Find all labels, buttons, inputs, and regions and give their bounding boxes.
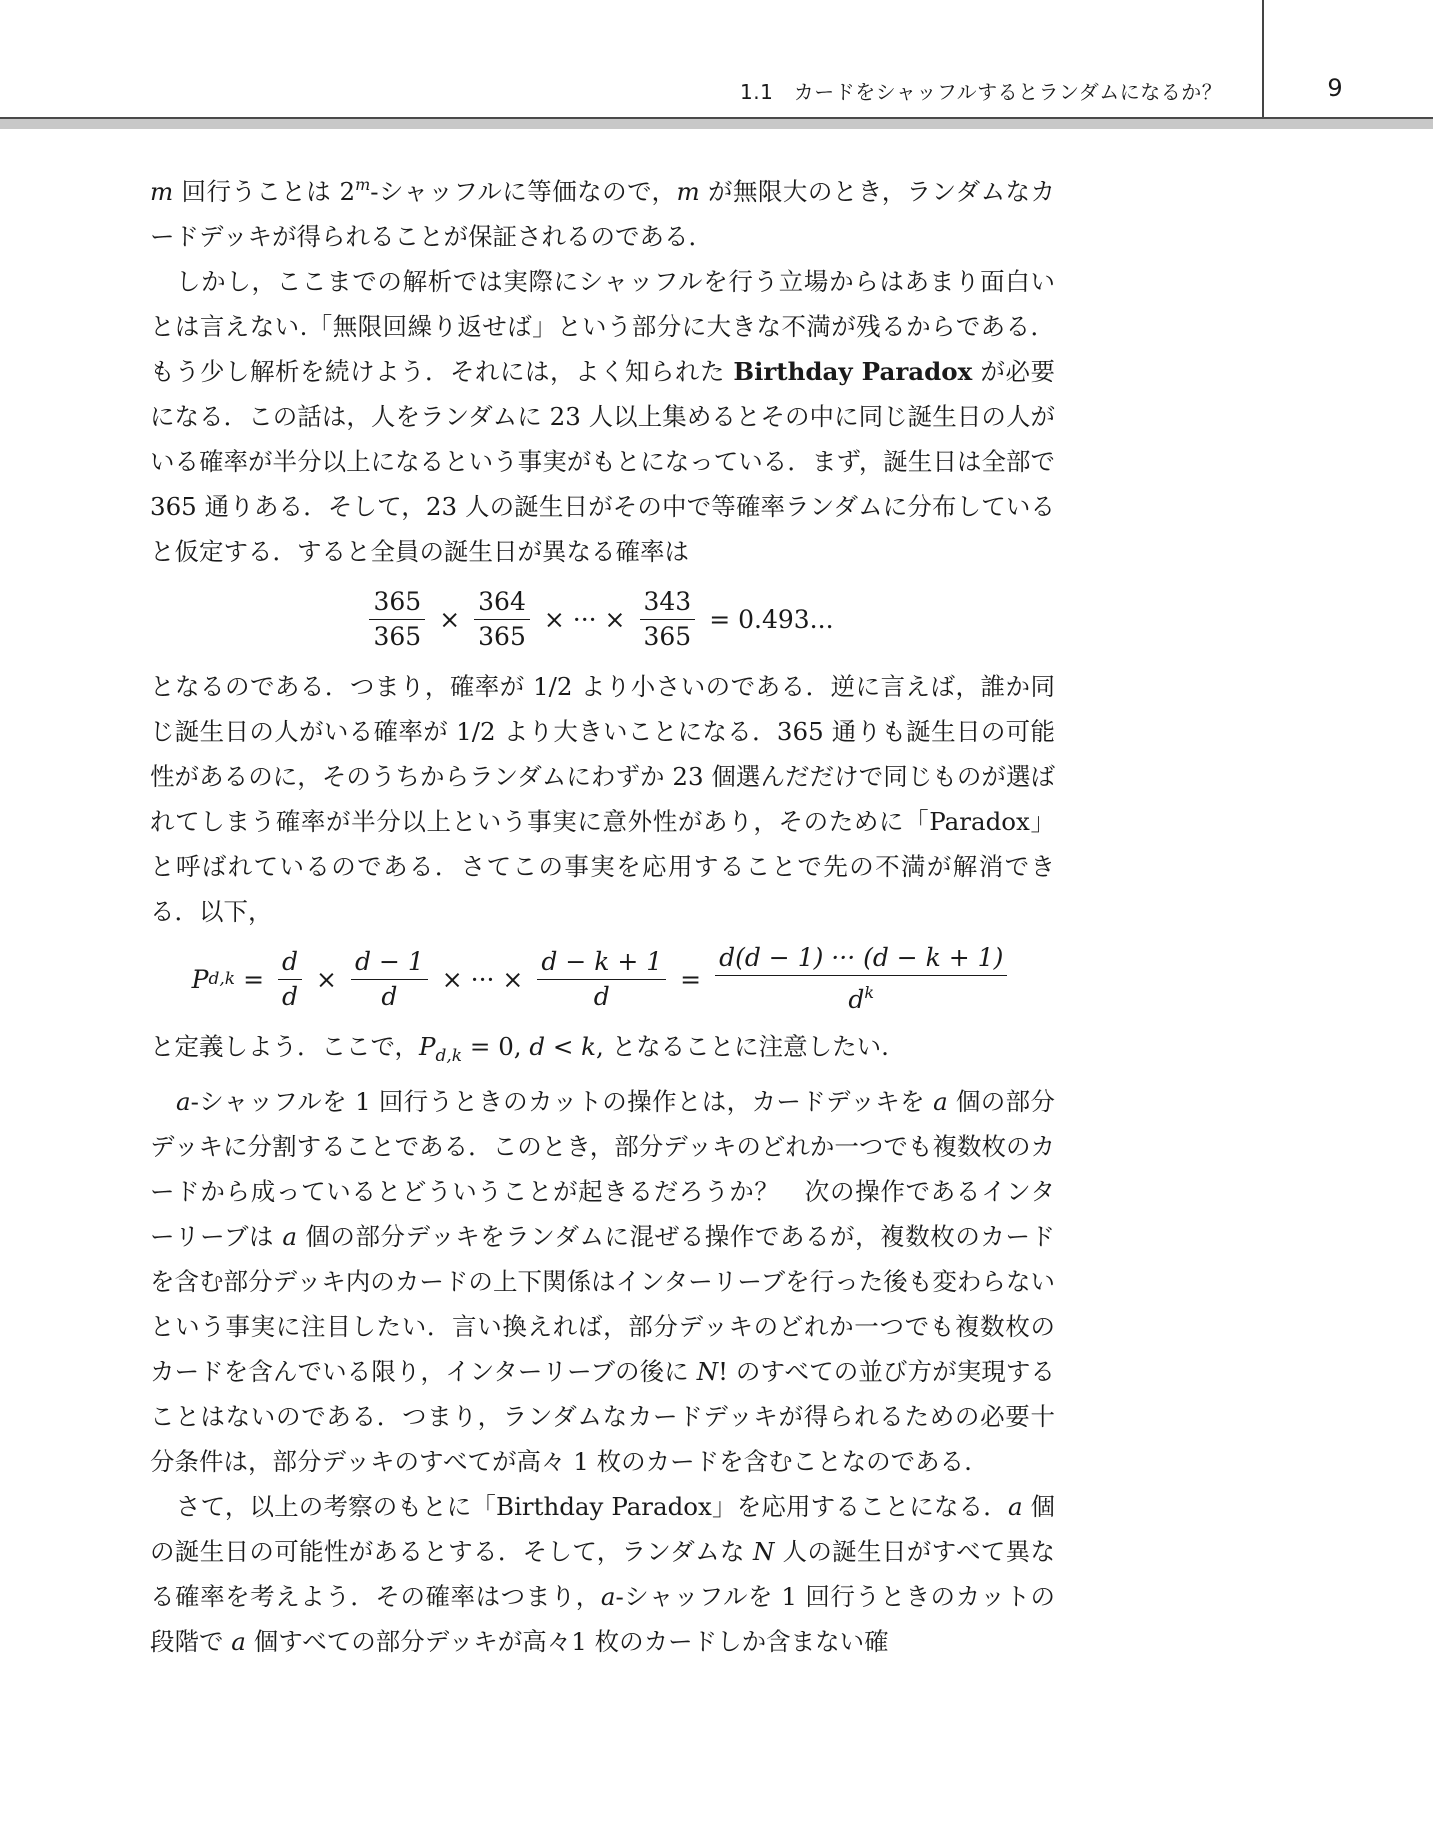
text-run: 個の部分デッキに分割することである．このとき，部分デッキのどれか一つでも複数枚のカードから成っているとどういうことが起きるだろうか？ 次の操作であるインターリーブは	[150, 1087, 1055, 1251]
text-run: 個すべての部分デッキが高々1 枚のカードしか含まない確	[245, 1627, 889, 1656]
operator: × ··· ×	[543, 604, 626, 634]
math-var: N	[752, 1537, 775, 1566]
page-number: 9	[1327, 74, 1343, 102]
math-var: a	[1007, 1492, 1023, 1521]
fraction	[278, 945, 302, 1014]
text-run: が無限大のとき，ランダムなカードデッキが得られることが保証されるのである．	[150, 177, 1055, 251]
math-sup: m	[355, 175, 371, 194]
text-run: -シャッフルを 1 回行うときのカットの段階で	[150, 1582, 1055, 1656]
denominator	[844, 976, 878, 1017]
math-var: m	[150, 177, 174, 206]
fraction	[640, 585, 696, 654]
math-var: a	[600, 1582, 616, 1611]
math-sub: d,k	[435, 1046, 463, 1066]
header-rule	[0, 117, 1433, 129]
operator: =	[243, 964, 265, 994]
denominator: d	[381, 981, 398, 1011]
paragraph-4	[150, 1024, 1055, 1079]
math-var: a	[282, 1222, 298, 1251]
body-text	[150, 162, 1055, 1664]
numerator: d − 1	[351, 945, 428, 980]
operator: ×	[316, 964, 337, 994]
text-run: しかし，ここまでの解析では実際にシャッフルを行う立場からはあまり面白いとは言えない.「無限回繰り返せば」という部分に大きな不満が残るからである．もう少し解析を続けよう．それには，よく知られた	[150, 267, 1055, 386]
denominator: 365	[373, 621, 422, 651]
math-var: a	[933, 1087, 948, 1116]
fraction	[351, 945, 428, 1014]
operator: =	[680, 964, 702, 994]
fraction	[369, 585, 425, 654]
equation-birthday	[150, 574, 1055, 664]
math-sup: k	[864, 983, 875, 1002]
text-run: -シャッフルに等価なので，	[370, 177, 677, 206]
text-run: 個の誕生日の可能性があるとする．そして，ランダムな	[150, 1492, 1055, 1566]
denominator: 365	[643, 621, 692, 651]
text-run: ! のすべての並び方が実現することはないのである．つまり，ランダムなカードデッキが得られるための必要十分条件は，部分デッキのすべてが高々 1 枚のカードを含むことなのである.	[150, 1357, 1055, 1476]
text-run: が必要になる．この話は，人をランダムに 23 人以上集めるとその中に同じ誕生日の人がいる確率が半分以上になるという事実がもとになっている．まず，誕生日は全部で 365 通りある．そして，23 人の誕生日がその中で等確率ランダムに分布していると仮定する．すると全員の誕生日が異なる確率は	[150, 357, 1055, 566]
paragraph-2	[150, 259, 1055, 574]
paragraph-1	[150, 162, 1055, 259]
paragraph-5	[150, 1079, 1055, 1484]
numerator: d − k + 1	[537, 945, 666, 980]
section-title: 1.1 カードをシャッフルするとランダムになるか？	[740, 80, 1223, 104]
bold-term: Birthday Paradox	[733, 357, 973, 386]
text-run: さて，以上の考察のもとに「Birthday Paradox」を応用することになる．	[176, 1492, 1008, 1521]
math-var: a	[176, 1087, 191, 1116]
equation-pdk	[150, 934, 1055, 1024]
text-run: 個の部分デッキをランダムに混ぜる操作であるが，複数枚のカードを含む部分デッキ内のカードの上下関係はインターリーブを行った後も変わらないという事実に注目したい．言い換えれば，部分デッキのどれか一つでも複数枚のカードを含んでいる限り，インターリーブの後に	[150, 1222, 1055, 1386]
math-sub: d,k	[208, 968, 236, 989]
operator: ×	[439, 604, 461, 634]
fraction	[474, 585, 530, 654]
fraction	[537, 945, 666, 1014]
operator: × ··· ×	[441, 964, 524, 994]
text-run: 人の誕生日がすべて異なる確率を考えよう．その確率はつまり，	[150, 1537, 1055, 1611]
fraction	[715, 941, 1007, 1017]
numerator: 364	[474, 585, 530, 620]
denominator: d	[593, 981, 610, 1011]
running-header	[0, 0, 1433, 130]
math-var: d	[848, 985, 865, 1014]
numerator: d(d − 1) ··· (d − k + 1)	[715, 941, 1007, 976]
text-run: , となることに注意したい.	[596, 1032, 889, 1061]
numerator: 343	[640, 585, 696, 620]
paragraph-6	[150, 1484, 1055, 1664]
text-run: 回行うことは 2	[173, 177, 356, 206]
math-var: m	[676, 177, 700, 206]
math-var: P	[191, 964, 209, 994]
math-expr: d < k	[529, 1032, 597, 1061]
header-divider	[1262, 0, 1264, 118]
denominator: 365	[478, 621, 526, 651]
text-run: と定義しよう．ここで，	[150, 1032, 420, 1061]
math-var: P	[419, 1032, 436, 1061]
denominator: d	[282, 981, 299, 1011]
numerator: 365	[369, 585, 425, 620]
math-var: a	[231, 1627, 246, 1656]
paragraph-3: となるのである．つまり，確率が 1/2 より小さいのである．逆に言えば，誰か同じ誕生日の人がいる確率が 1/2 より大きいことになる．365 通りも誕生日の可能性があるのに，そのうちからランダムにわずか 23 個選んだだけで同じものが選ばれてしまう確率が半分以上という事実に意外性があり，そのために「Paradox」と呼ばれているのである．さてこの事実を応用することで先の不満が解消できる．以下，	[150, 672, 1055, 926]
text-run: = 0,	[462, 1032, 530, 1061]
equation-rhs: = 0.493...	[709, 604, 834, 634]
text-run: -シャッフルを 1 回行うときのカットの操作とは，カードデッキを	[190, 1087, 934, 1116]
numerator: d	[278, 945, 302, 980]
math-var: N	[696, 1357, 719, 1386]
